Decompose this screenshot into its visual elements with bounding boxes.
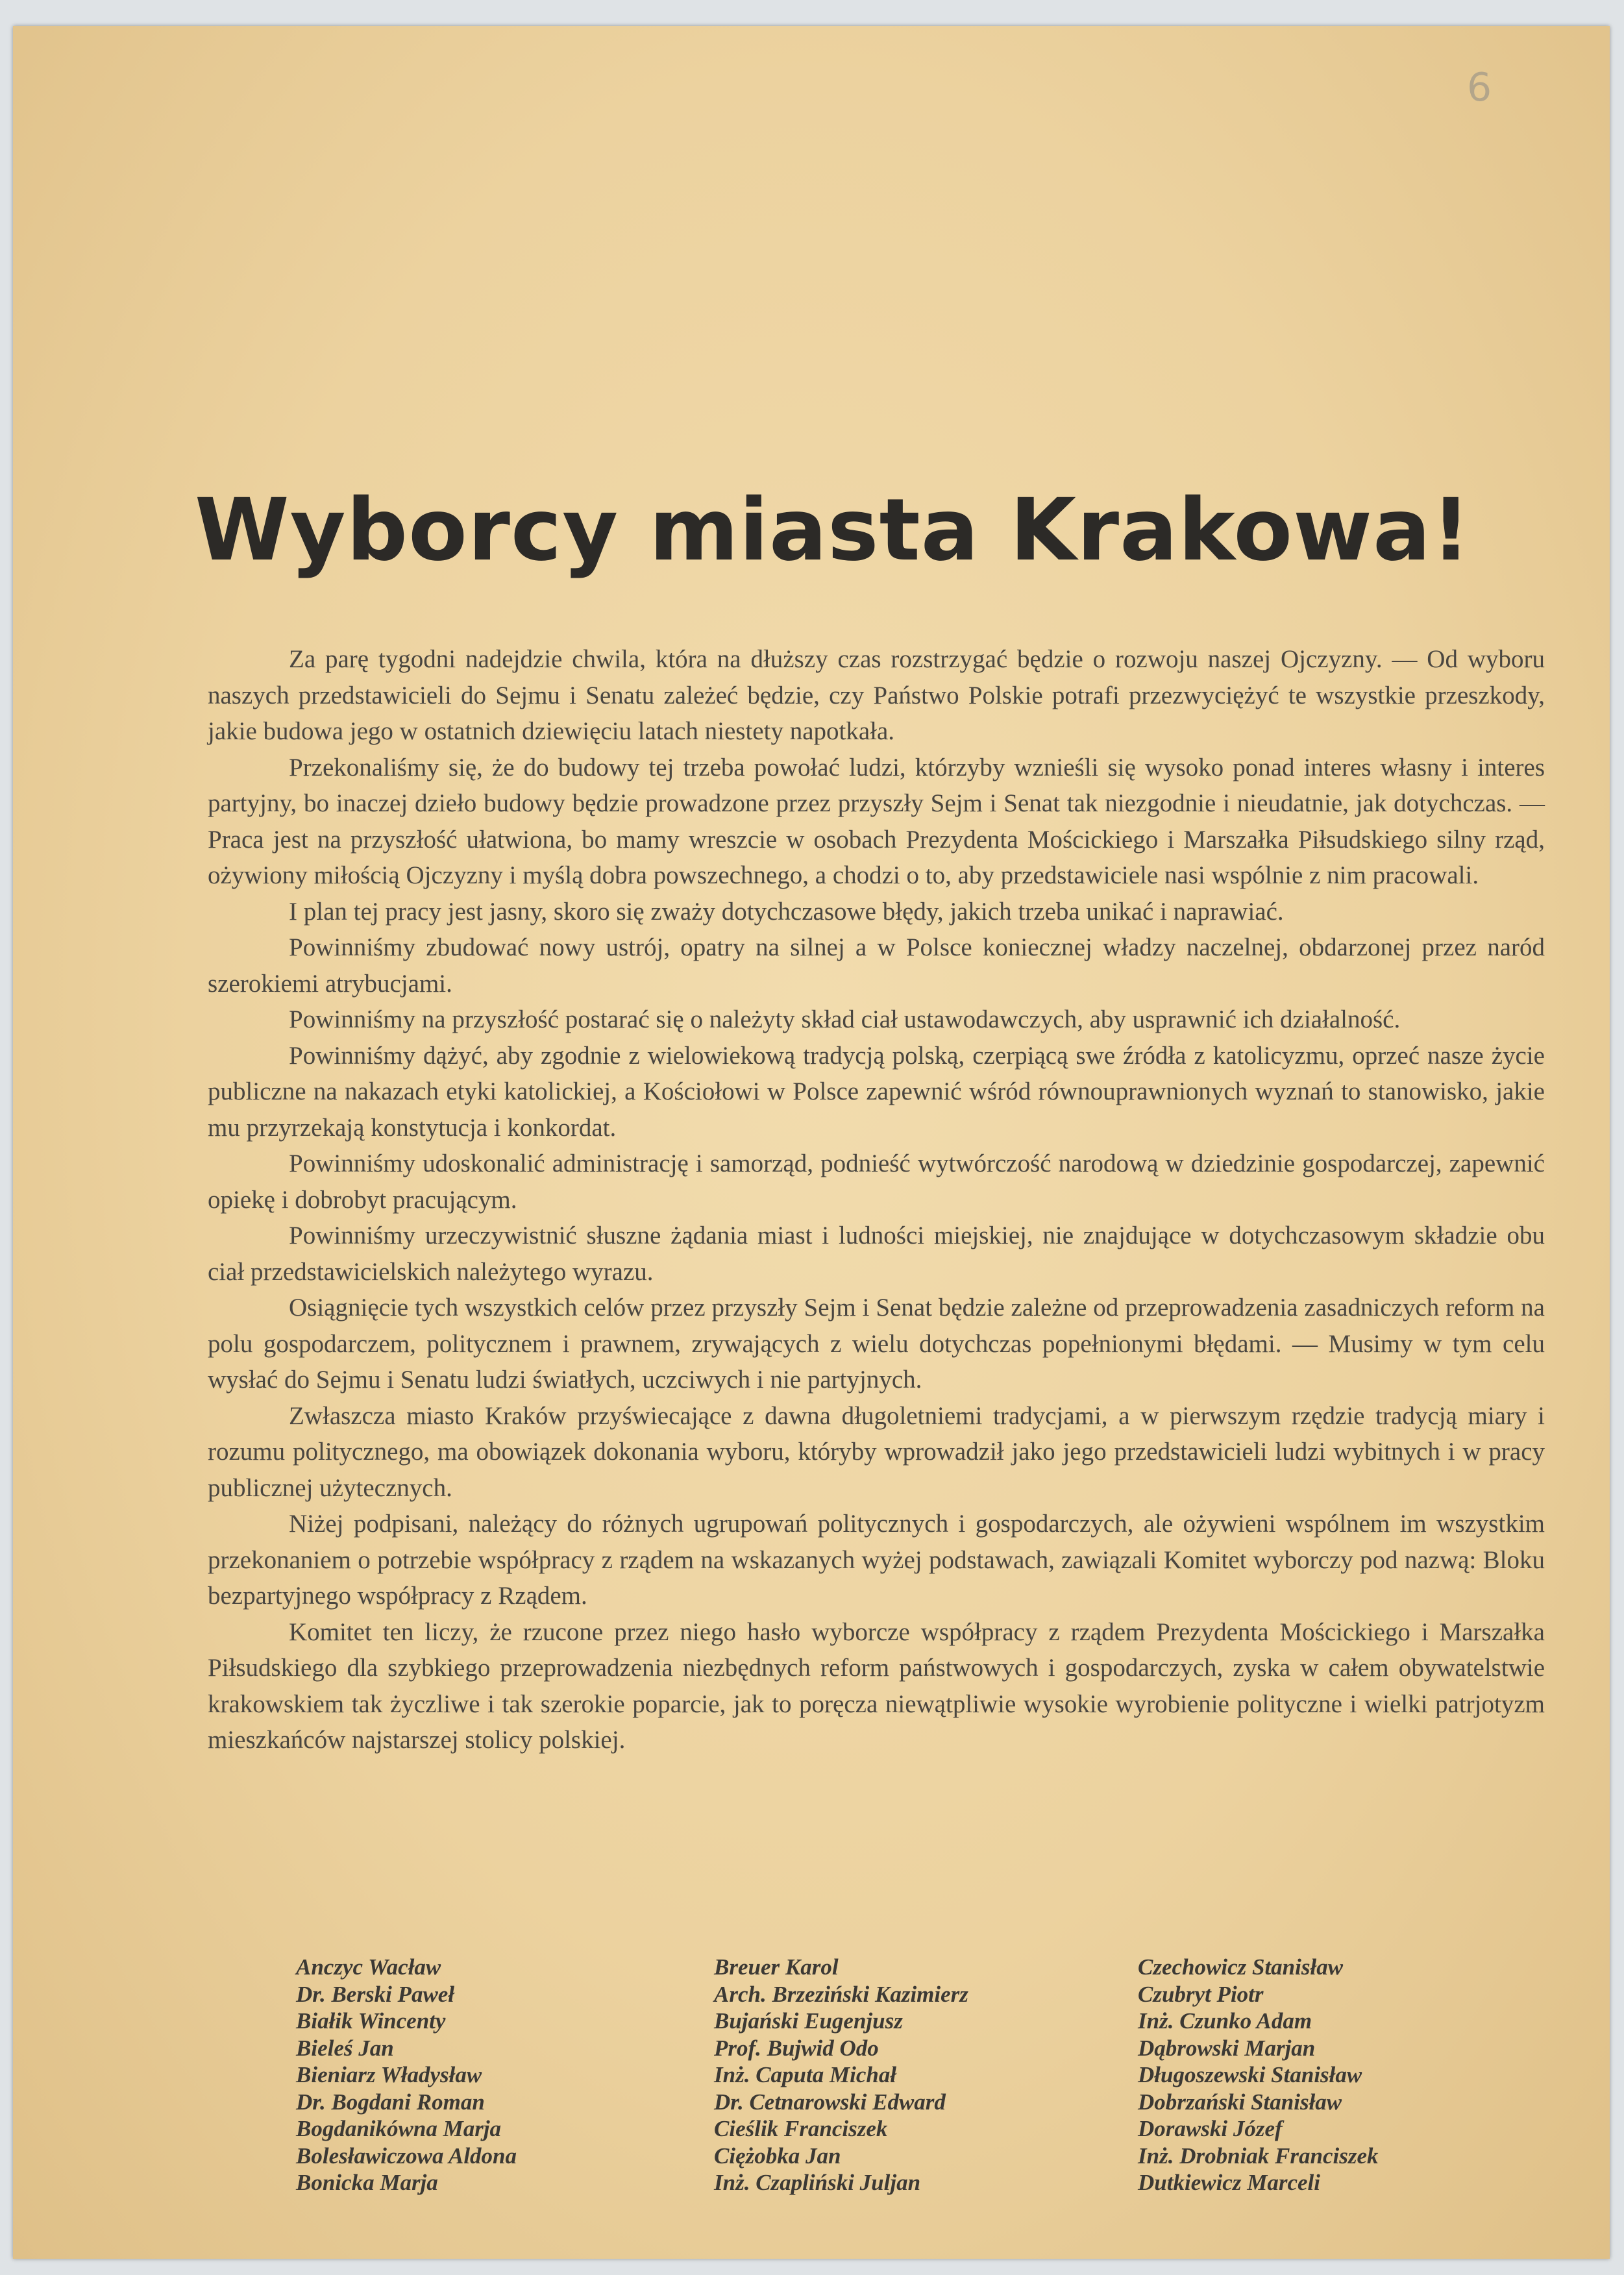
signatory-name: Dr. Berski Paweł	[296, 1981, 455, 2007]
paragraph: Zwłaszcza miasto Kraków przyświecające z dawna długoletniemi tradycjami, a w pierwszym rzędzie tradycją miary i rozumu politycznego, ma obowiązek dokonania wyboru, któryby wprowadził jako jego przedstawicieli ludzi wybitnych i w pracy publicznej użytecznych.	[208, 1401, 1545, 1502]
signatory-name: Bogdanikówna Marja	[296, 2116, 502, 2141]
signatory-name: Bonicka Marja	[296, 2170, 438, 2195]
signatory-name: Długoszewski Stanisław	[1138, 2062, 1362, 2087]
signatory-name: Inż. Czapliński Juljan	[714, 2170, 921, 2195]
signatory-name: Inż. Drobniak Franciszek	[1138, 2143, 1379, 2169]
paragraph: Powinniśmy na przyszłość postarać się o należyty skład ciał ustawodawczych, aby usprawnić ich działalność.	[289, 1005, 1401, 1033]
signatory-name: Czubryt Piotr	[1138, 1981, 1264, 2007]
signatory-name: Białik Wincenty	[296, 2008, 446, 2034]
signatory-name: Dorawski Józef	[1138, 2116, 1283, 2141]
signatory-name: Dr. Cetnarowski Edward	[714, 2089, 946, 2115]
signatory-name: Cieślik Franciszek	[714, 2116, 888, 2141]
signatory-name: Dąbrowski Marjan	[1138, 2035, 1316, 2061]
signatories-column-3	[1138, 1954, 1592, 2196]
signatory-name: Dr. Bogdani Roman	[296, 2089, 485, 2115]
signatory-name: Bolesławiczowa Aldona	[296, 2143, 517, 2169]
paragraph: Powinniśmy udoskonalić administrację i samorząd, podnieść wytwórczość narodową w dziedzinie gospodarczej, zapewnić opiekę i dobrobyt pracującym.	[208, 1150, 1545, 1214]
signatories-column-1	[296, 1954, 750, 2196]
signatory-name: Dutkiewicz Marceli	[1138, 2170, 1320, 2195]
signatory-name: Bieniarz Władysław	[296, 2062, 482, 2087]
poster-sheet	[13, 26, 1610, 2259]
paragraph: Za parę tygodni nadejdzie chwila, która na dłuższy czas rozstrzygać będzie o rozwoju naszej Ojczyzny. — Od wyboru naszych przedstawicieli do Sejmu i Senatu zależeć będzie, czy Państwo Polskie potrafi przezwyciężyć te wszystkie przeszkody, jakie budowa jego w ostatnich dziewięciu latach niestety napotkała.	[208, 645, 1545, 745]
paragraph: Komitet ten liczy, że rzucone przez niego hasło wyborcze współpracy z rządem Prezydenta Mościckiego i Marszałka Piłsudskiego dla szybkiego przeprowadzenia niezbędnych reform państwowych i gospodarczych, zyska w całem obywatelstwie krakowskiem tak życzliwe i tak szerokie poparcie, jak to poręcza niewątpliwie wysokie wyrobienie polityczne i wielki patrjotyzm mieszkańców najstarszej stolicy polskiej.	[208, 1617, 1545, 1754]
paragraph: Niżej podpisani, należący do różnych ugrupowań politycznych i gospodarczych, ale ożywieni wspólnem im wszystkim przekonaniem o potrzebie współpracy z rządem na wskazanych wyżej podstawach, zawiązali Komitet wyborczy pod nazwą: Bloku bezpartyjnego współpracy z Rządem.	[208, 1510, 1545, 1610]
poster-title: Wyborcy miasta Krakowa!	[195, 480, 1471, 580]
paragraph: Osiągnięcie tych wszystkich celów przez przyszły Sejm i Senat będzie zależne od przeprowadzenia zasadniczych reform na polu gospodarczem, politycznem i prawnem, zrywających z wielu dotychczas popełnionymi błędami. — Musimy w tym celu wysłać do Sejmu i Senatu ludzi światłych, uczciwych i nie partyjnych.	[208, 1294, 1545, 1394]
signatory-name: Ciężobka Jan	[714, 2143, 841, 2169]
appeal-text	[208, 641, 1545, 1758]
signatory-name: Czechowicz Stanisław	[1138, 1954, 1344, 1980]
paragraph: I plan tej pracy jest jasny, skoro się zważy dotychczasowe błędy, jakich trzeba unikać i naprawiać.	[289, 897, 1284, 926]
signatory-name: Arch. Brzeziński Kazimierz	[714, 1981, 968, 2007]
paragraph: Powinniśmy dążyć, aby zgodnie z wielowiekową tradycją polską, czerpiącą swe źródła z katolicyzmu, oprzeć nasze życie publiczne na nakazach etyki katolickiej, a Kościołowi w Polsce zapewnić wśród równouprawnionych wyznań to stanowisko, jakie mu przyrzekają konstytucja i konkordat.	[208, 1041, 1545, 1142]
paragraph: Przekonaliśmy się, że do budowy tej trzeba powołać ludzi, którzyby wznieśli się wysoko ponad interes własny i interes partyjny, bo inaczej dzieło budowy będzie prowadzone przez przyszły Sejm i Senat tak niezgodnie i nieudatnie, jak dotychczas. — Praca jest na przyszłość ułatwiona, bo mamy wreszcie w osobach Prezydenta Mościckiego i Marszałka Piłsudskiego silny rząd, ożywiony miłością Ojczyzny i myślą dobra powszechnego, a chodzi o to, aby przedstawiciele nasi wspólnie z nim pracowali.	[208, 753, 1545, 889]
signatory-name: Dobrzański Stanisław	[1138, 2089, 1342, 2115]
signatory-name: Prof. Bujwid Odo	[714, 2035, 879, 2061]
signatory-name: Inż. Caputa Michał	[714, 2062, 897, 2087]
handwritten-page-number: 6	[1467, 65, 1492, 110]
paragraph: Powinniśmy urzeczywistnić słuszne żądania miast i ludności miejskiej, nie znajdujące w dotychczasowym składzie obu ciał przedstawicielskich należytego wyrazu.	[208, 1222, 1545, 1286]
signatory-name: Anczyc Wacław	[296, 1954, 441, 1980]
paragraph: Powinniśmy zbudować nowy ustrój, opatry na silnej a w Polsce koniecznej władzy naczelnej, obdarzonej przez naród szerokiemi atrybucjami.	[208, 933, 1545, 998]
signatories-column-2	[714, 1954, 1168, 2196]
signatory-name: Bieleś Jan	[296, 2035, 394, 2061]
signatory-name: Bujański Eugenjusz	[714, 2008, 903, 2034]
signatory-name: Inż. Czunko Adam	[1138, 2008, 1312, 2034]
signatory-name: Breuer Karol	[714, 1954, 839, 1980]
